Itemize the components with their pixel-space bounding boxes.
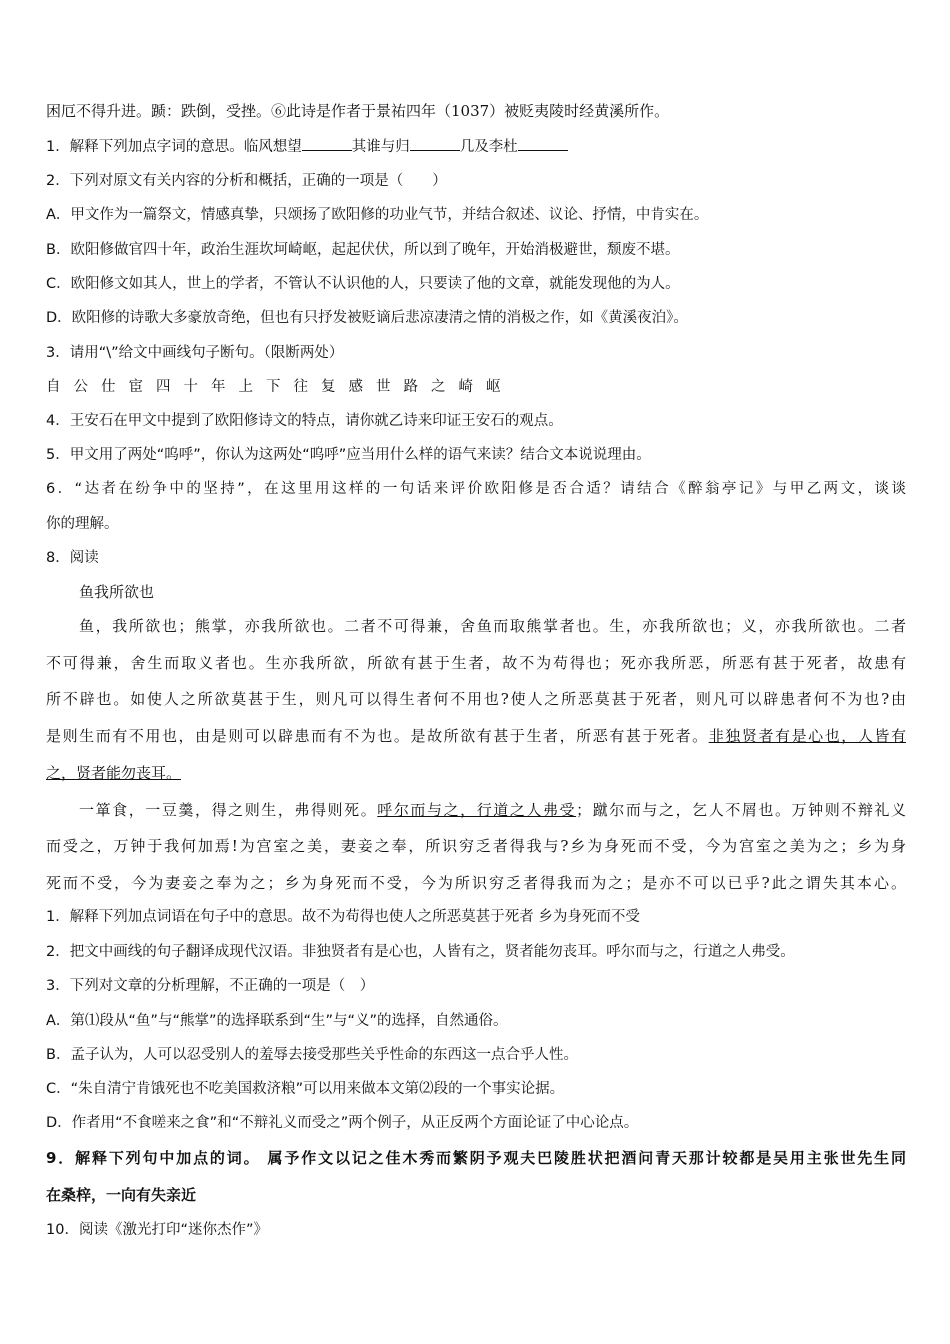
question-8-2-line: 2．把文中画线的句子翻译成现代汉语。非独贤者有是心也，人皆有之，贤者能勿丧耳。呼尔而与之，行道之人弗受。 <box>46 944 795 960</box>
option-b-line: B．欧阳修做官四十年，政治生涯坎坷崎岖，起起伏伏，所以到了晚年，开始消极避世，颓废不堪。 <box>46 242 680 258</box>
passage-line: 而受之，万钟于我何加焉!为宫室之美，妻妾之奉，所识穷乏者得我与?乡为身死而不受，今为宫室之美为之；乡为身 <box>46 837 906 855</box>
passage-text: 一箪食，一豆羹，得之则生，弗得则死。 <box>79 801 378 819</box>
sentence-to-punctuate: 自公仕宦四十年上下往复感世路之崎岖 <box>46 379 514 395</box>
answer-blank-1[interactable] <box>302 136 352 151</box>
question-10-line: 10．阅读《激光打印“迷你杰作”》 <box>46 1222 268 1238</box>
option-d-line: D．欧阳修的诗歌大多豪放奇绝，但也有只抒发被贬谪后悲凉凄清之情的消极之作，如《黄溪夜泊》。 <box>46 310 688 326</box>
option-a-line: A．第⑴段从“鱼”与“熊掌”的选择联系到“生”与“义”的选择，自然通俗。 <box>46 1013 508 1029</box>
underlined-sentence-2: 呼尔而与之，行道之人弗受 <box>377 801 577 819</box>
section-8-heading: 8．阅读 <box>46 550 99 566</box>
option-a-line: A．甲文作为一篇祭文，情感真挚，只颂扬了欧阳修的功业气节，并结合叙述、议论、抒情，中肯实在。 <box>46 207 709 223</box>
question-1-line <box>46 136 906 157</box>
question-8-3-line: 3．下列对文章的分析理解，不正确的一项是（ ） <box>46 978 375 994</box>
underlined-sentence-1: 非独贤者有是心也，人皆有 <box>708 727 906 745</box>
passage-line: 鱼，我所欲也；熊掌，亦我所欲也。二者不可得兼，舍鱼而取熊掌者也。生，亦我所欲也；义，亦我所欲也。二者 <box>79 617 906 635</box>
footnote-line: 困厄不得升进。踬：跌倒，受挫。⑥此诗是作者于景祐四年（1037）被贬夷陵时经黄溪所作。 <box>46 102 670 120</box>
question-8-1-line: 1．解释下列加点词语在句子中的意思。故不为苟得也使人之所恶莫甚于死者 乡为身死而不受 <box>46 909 640 925</box>
option-b-line: B．孟子认为，人可以忍受别人的羞辱去接受那些关乎性命的东西这一点合乎人性。 <box>46 1047 578 1063</box>
question-9-line-cont: 在桑梓，一向有失亲近 <box>46 1186 197 1204</box>
question-1-text: 1．解释下列加点字词的意思。临风想望 <box>46 139 302 155</box>
passage-line: 不可得兼，舍生而取义者也。生亦我所欲，所欲有甚于生者，故不为苟得也；死亦我所恶，所恶有甚于死者，故患有 <box>46 654 906 672</box>
option-d-line: D．作者用“不食嗟来之食”和“不辩礼义而受之”两个例子，从正反两个方面论证了中心论点。 <box>46 1115 639 1131</box>
question-4-line: 4．王安石在甲文中提到了欧阳修诗文的特点，请你就乙诗来印证王安石的观点。 <box>46 413 563 429</box>
option-c-line: C．“朱自清宁肯饿死也不吃美国救济粮”可以用来做本文第⑵段的一个事实论据。 <box>46 1081 565 1097</box>
question-1-text-b: 其谁与归 <box>351 139 410 155</box>
passage-line: 死而不受，今为妻妾之奉为之；乡为身死而不受，今为所识穷乏者得我而为之；是亦不可以已乎?此之谓失其本心。 <box>46 874 906 892</box>
answer-blank-3[interactable] <box>518 136 568 151</box>
question-3-line: 3．请用“\”给文中画线句子断句。（限断两处） <box>46 345 344 361</box>
underlined-sentence-1-cont: 之，贤者能勿丧耳。 <box>46 764 182 782</box>
question-1-text-c: 几及李杜 <box>459 139 518 155</box>
passage-line <box>79 800 906 820</box>
passage-text: 是则生而有不用也，由是则可以辟患而有不为也。是故所欲有甚于生者，所恶有甚于死者。 <box>46 727 709 745</box>
question-2-line: 2．下列对原文有关内容的分析和概括，正确的一项是（ ） <box>46 173 447 189</box>
question-6-line-cont: 你的理解。 <box>46 516 119 532</box>
question-9-line: 9．解释下列句中加点的词。 属予作文以记之佳木秀而繁阴予观夫巴陵胜状把酒问青天那计较都是吴用主张世先生同 <box>46 1149 906 1167</box>
passage-line <box>46 726 906 746</box>
answer-blank-2[interactable] <box>410 136 460 151</box>
passage-line <box>46 763 906 783</box>
passage-title: 鱼我所欲也 <box>79 583 155 601</box>
passage-text: ；蹴尔而与之，乞人不屑也。万钟则不辩礼义 <box>576 801 906 819</box>
question-5-line: 5．甲文用了两处“呜呼”，你认为这两处“呜呼”应当用什么样的语气来读？结合文本说说理由。 <box>46 447 651 463</box>
question-6-line: 6．“达者在纷争中的坚持”，在这里用这样的一句话来评价欧阳修是否合适？请结合《醉翁亭记》与甲乙两文，谈谈 <box>46 481 906 497</box>
passage-line: 所不辟也。如使人之所欲莫甚于生，则凡可以得生者何不用也?使人之所恶莫甚于死者，则凡可以辟患者何不为也?由 <box>46 690 906 708</box>
option-c-line: C．欧阳修文如其人，世上的学者，不管认不认识他的人，只要读了他的文章，就能发现他的为人。 <box>46 276 680 292</box>
